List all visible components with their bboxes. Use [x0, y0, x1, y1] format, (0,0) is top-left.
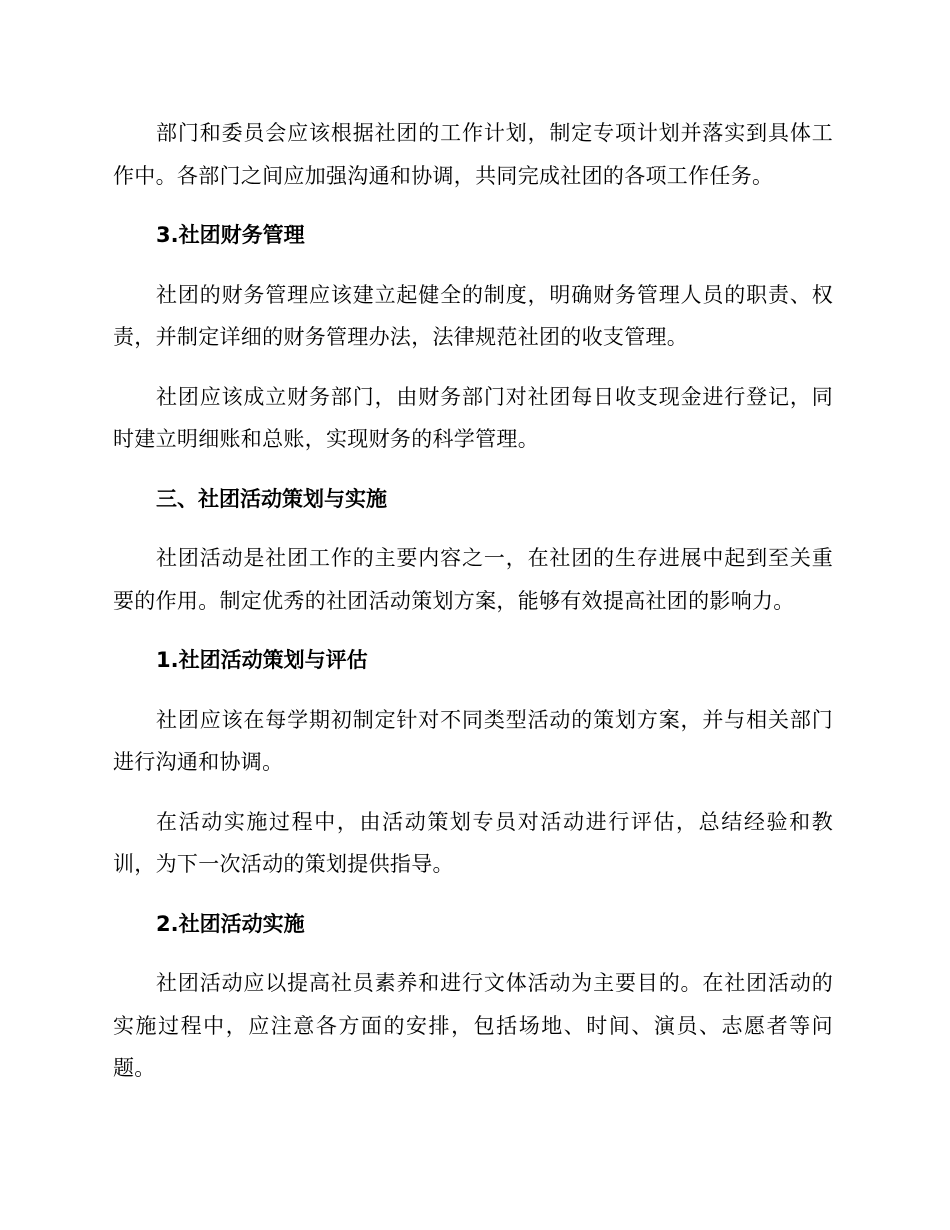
paragraph-finance-system: 社团的财务管理应该建立起健全的制度，明确财务管理人员的职责、权责，并制定详细的财务管理办法，法律规范社团的收支管理。: [113, 282, 833, 349]
paragraph-department-plans: 部门和委员会应该根据社团的工作计划，制定专项计划并落实到具体工作中。各部门之间应加强沟通和协调，共同完成社团的各项工作任务。: [113, 121, 833, 188]
heading-activity-implementation: 2.社团活动实施: [156, 911, 305, 936]
heading-finance-management: 3.社团财务管理: [156, 223, 305, 247]
heading-activity-planning-evaluation: 1.社团活动策划与评估: [156, 648, 368, 672]
paragraph-activity-importance: 社团活动是社团工作的主要内容之一，在社团的生存进展中起到至关重要的作用。制定优秀的社团活动策划方案，能够有效提高社团的影响力。: [113, 546, 833, 613]
paragraph-semester-plans: 社团应该在每学期初制定针对不同类型活动的策划方案，并与相关部门进行沟通和协调。: [113, 707, 833, 774]
paragraph-activity-arrangements: 社团活动应以提高社员素养和进行文体活动为主要目的。在社团活动的实施过程中，应注意各方面的安排，包括场地、时间、演员、志愿者等问题。: [113, 971, 833, 1080]
heading-activity-planning-implementation: 三、社团活动策划与实施: [156, 486, 387, 511]
document-body: [113, 112, 833, 1107]
paragraph-activity-evaluation: 在活动实施过程中，由活动策划专员对活动进行评估，总结经验和教训，为下一次活动的策划提供指导。: [113, 809, 833, 876]
paragraph-finance-department: 社团应该成立财务部门，由财务部门对社团每日收支现金进行登记，同时建立明细账和总账，实现财务的科学管理。: [113, 384, 833, 451]
